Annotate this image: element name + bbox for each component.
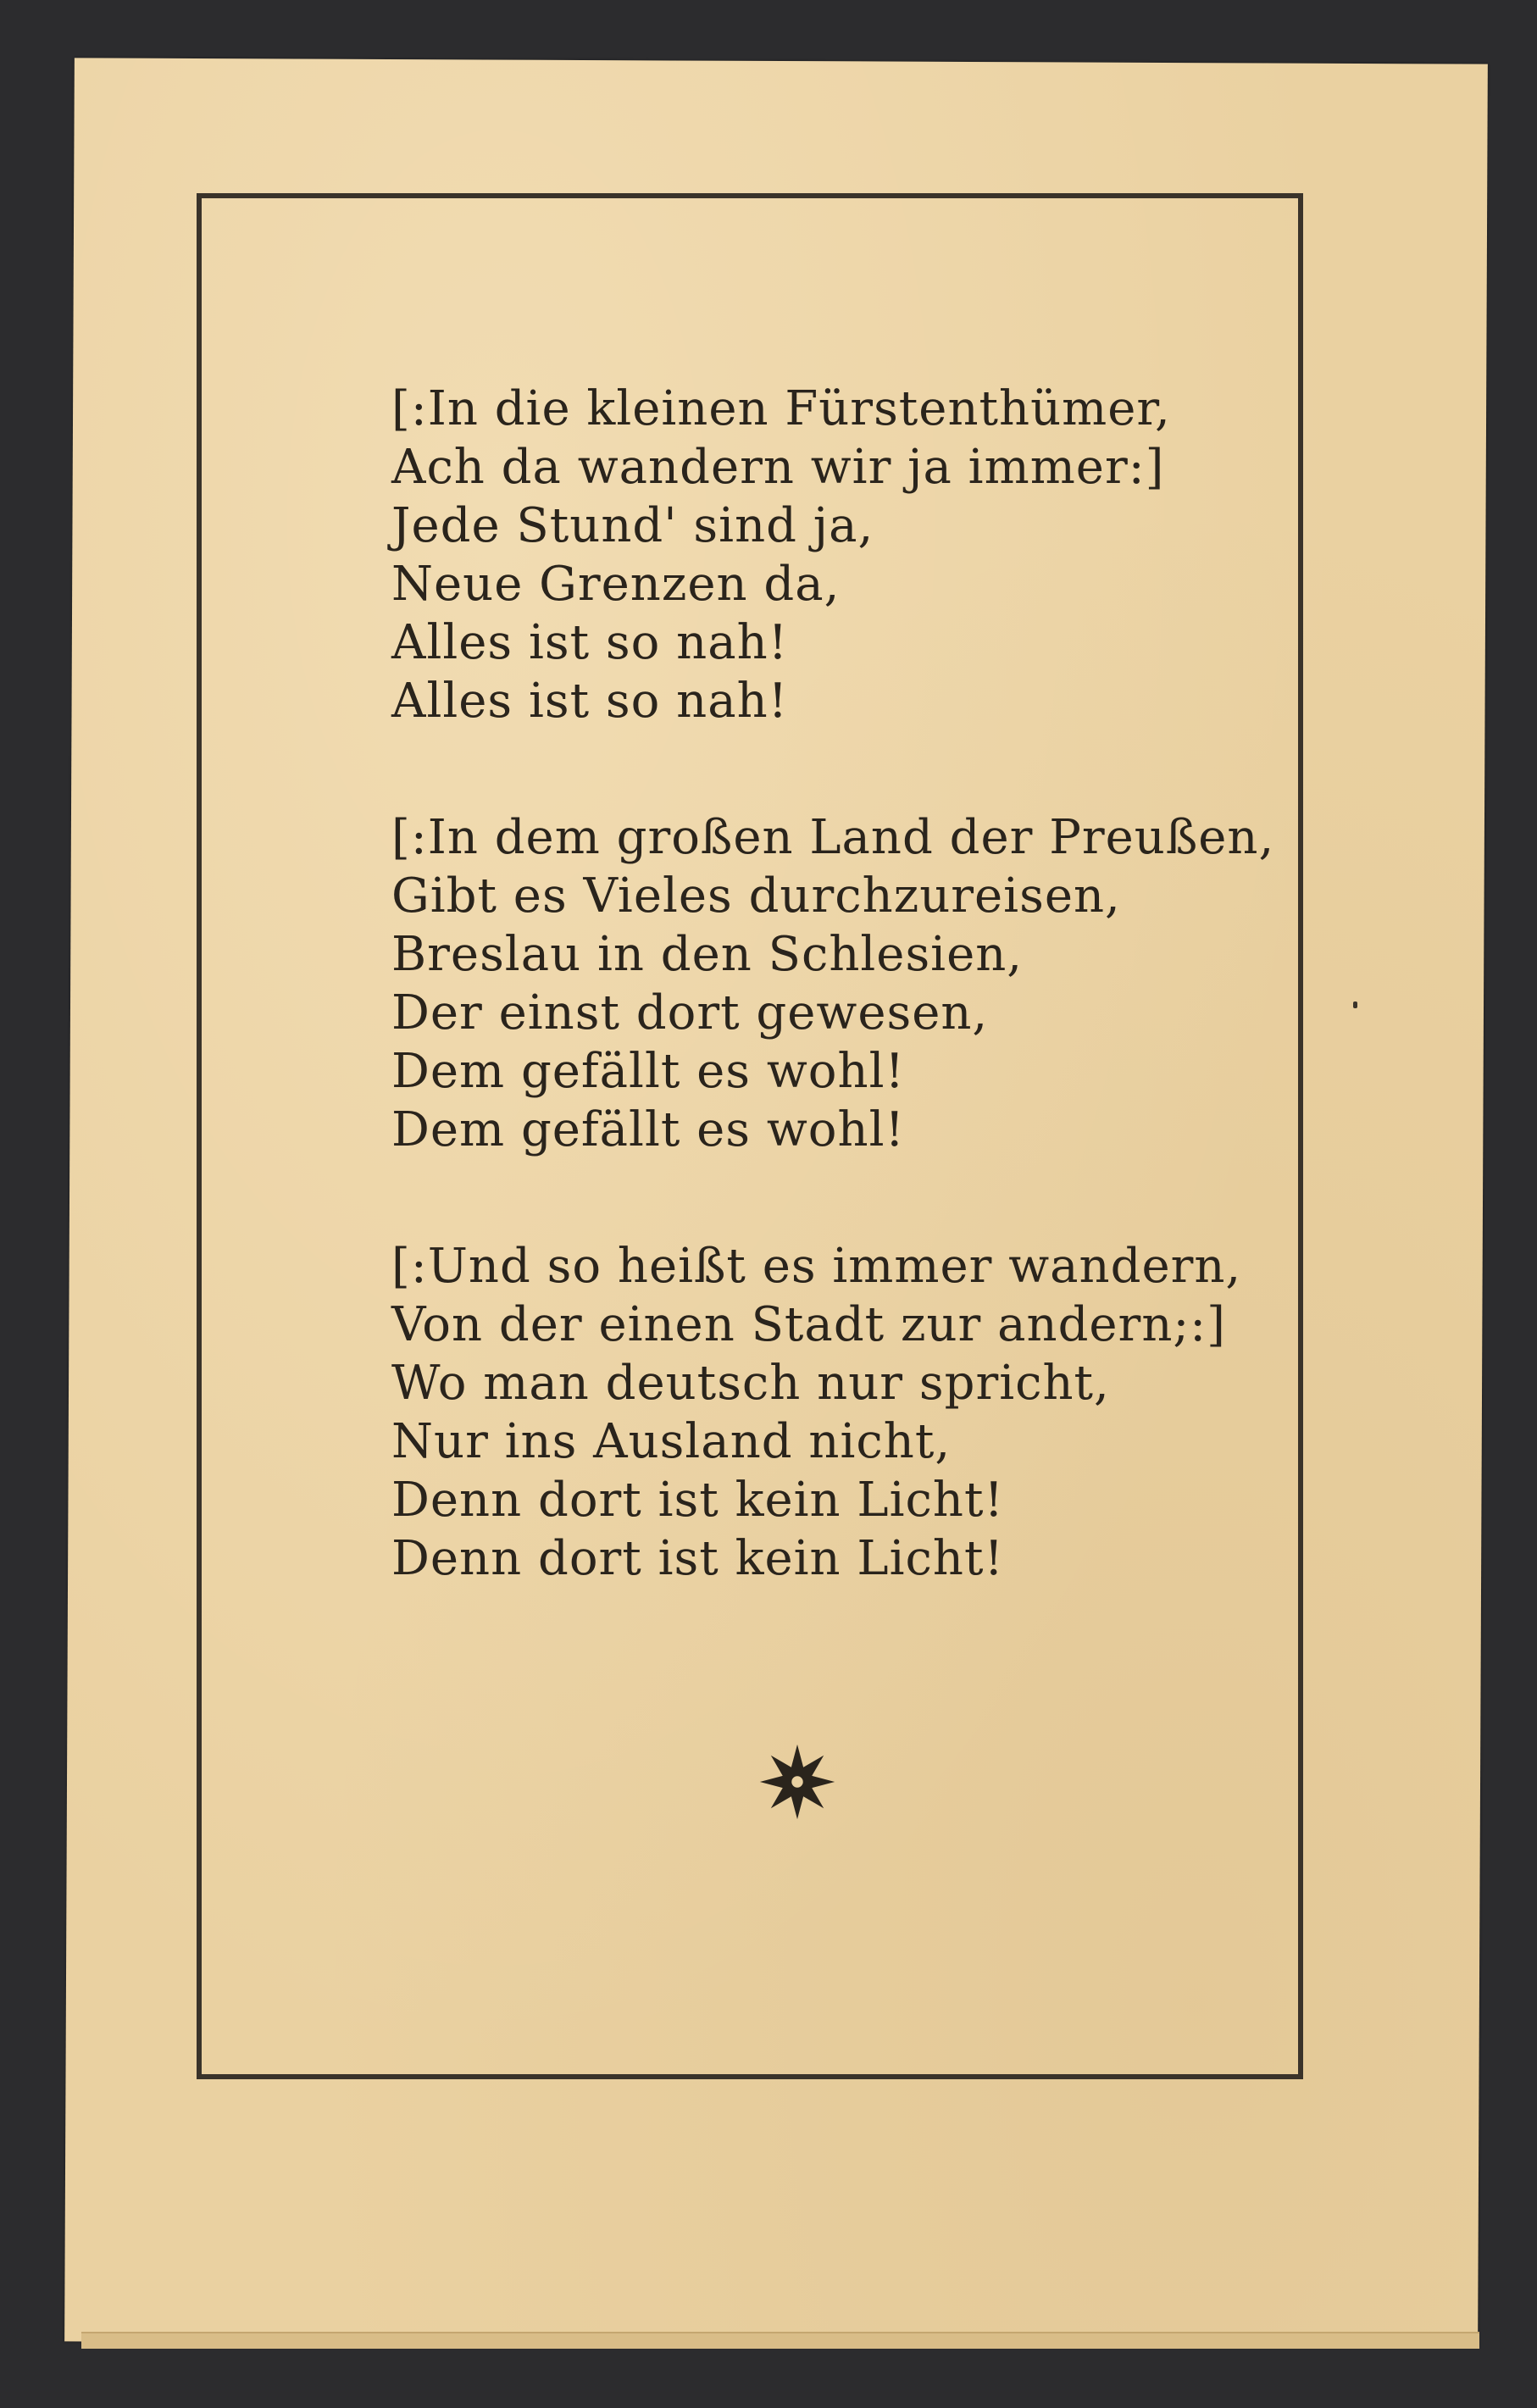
poem-line: Von der einen Stadt zur andern;:] (391, 1297, 1226, 1352)
poem-line: Denn dort ist kein Licht! (391, 1531, 1004, 1586)
poem-line: Alles ist so nah! (391, 674, 789, 729)
poem-line: [:Und so heißt es immer wandern, (391, 1239, 1242, 1294)
poem-line: Nur ins Ausland nicht, (391, 1414, 952, 1469)
ink-speck (1353, 1001, 1357, 1008)
poem-line: Jede Stund' sind ja, (391, 498, 874, 553)
poem-line: Neue Grenzen da, (391, 557, 841, 612)
poem-line: [:In die kleinen Fürstenthümer, (391, 381, 1171, 436)
stanza-2 (391, 808, 1274, 1159)
poem-line: Alles ist so nah! (391, 615, 789, 670)
poem-line: Ach da wandern wir ja immer:] (391, 440, 1165, 495)
stanza-1 (391, 380, 1171, 730)
page-bottom-edge (81, 2332, 1479, 2349)
poem-line: Gibt es Vieles durchzureisen, (391, 868, 1121, 924)
poem-line: Der einst dort gewesen, (391, 985, 989, 1040)
eight-pointed-star-icon (757, 1741, 838, 1823)
poem-line: Dem gefällt es wohl! (391, 1102, 905, 1157)
poem-line: Dem gefällt es wohl! (391, 1044, 905, 1099)
stanza-3 (391, 1237, 1241, 1588)
poem-line: Wo man deutsch nur spricht, (391, 1356, 1110, 1411)
poem-line: Breslau in den Schlesien, (391, 927, 1024, 982)
poem-line: [:In dem großen Land der Preußen, (391, 810, 1275, 865)
poem-line: Denn dort ist kein Licht! (391, 1473, 1004, 1528)
